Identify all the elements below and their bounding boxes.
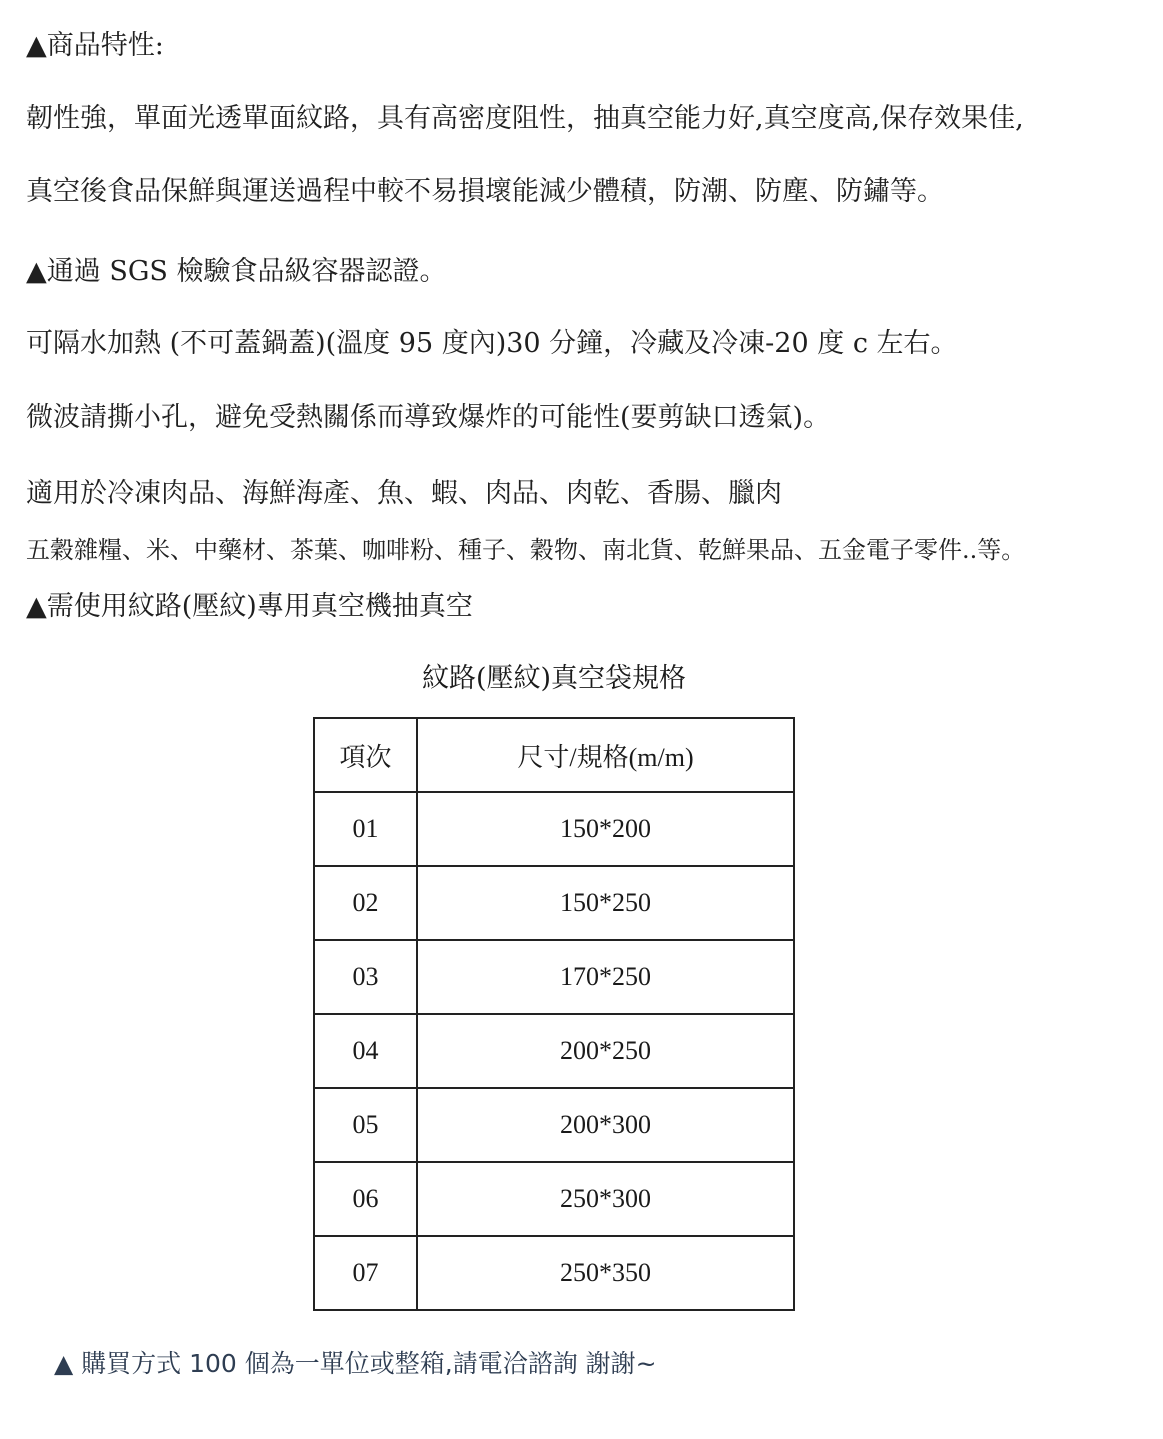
purchase-note: ▲ 購買方式 100 個為一單位或整箱,請電洽諮詢 謝謝~ bbox=[54, 1349, 657, 1378]
table-row bbox=[314, 1088, 794, 1162]
machine-note: ▲需使用紋路(壓紋)專用真空機抽真空 bbox=[26, 591, 473, 622]
microwave-note: 微波請撕小孔，避免受熱關係而導致爆炸的可能性(要剪缺口透氣)。 bbox=[26, 402, 831, 433]
item-number: 02 bbox=[314, 866, 417, 940]
item-number: 06 bbox=[314, 1162, 417, 1236]
usage-line-1: 適用於冷凍肉品、海鮮海產、魚、蝦、肉品、肉乾、香腸、臘肉 bbox=[26, 478, 782, 509]
features-line-2: 真空後食品保鮮與運送過程中較不易損壞能減少體積，防潮、防塵、防鏽等。 bbox=[26, 176, 944, 207]
item-number: 04 bbox=[314, 1014, 417, 1088]
spec-table bbox=[313, 717, 795, 1311]
features-heading: ▲商品特性: bbox=[26, 30, 164, 61]
size-value: 200*300 bbox=[417, 1088, 794, 1162]
heating-note: 可隔水加熱 (不可蓋鍋蓋)(溫度 95 度內)30 分鐘，冷藏及冷凍-20 度 c 左右。 bbox=[26, 328, 958, 359]
table-row bbox=[314, 940, 794, 1014]
table-row bbox=[314, 1236, 794, 1310]
item-number: 01 bbox=[314, 792, 417, 866]
size-value: 150*250 bbox=[417, 866, 794, 940]
spec-table-header bbox=[314, 718, 794, 792]
size-value: 200*250 bbox=[417, 1014, 794, 1088]
size-value: 250*350 bbox=[417, 1236, 794, 1310]
table-row bbox=[314, 792, 794, 866]
size-value: 150*200 bbox=[417, 792, 794, 866]
certification-note: ▲通過 SGS 檢驗食品級容器認證。 bbox=[26, 256, 447, 287]
size-value: 170*250 bbox=[417, 940, 794, 1014]
size-value: 250*300 bbox=[417, 1162, 794, 1236]
spec-table-title: 紋路(壓紋)真空袋規格 bbox=[421, 663, 687, 694]
table-row bbox=[314, 1014, 794, 1088]
header-item: 項次 bbox=[314, 718, 417, 792]
header-size: 尺寸/規格(m/m) bbox=[417, 718, 794, 792]
item-number: 03 bbox=[314, 940, 417, 1014]
item-number: 05 bbox=[314, 1088, 417, 1162]
usage-line-2: 五穀雜糧、米、中藥材、茶葉、咖啡粉、種子、穀物、南北貨、乾鮮果品、五金電子零件..等。 bbox=[26, 536, 1026, 564]
table-row bbox=[314, 1162, 794, 1236]
item-number: 07 bbox=[314, 1236, 417, 1310]
features-line-1: 韌性強，單面光透單面紋路，具有高密度阻性，抽真空能力好,真空度高,保存效果佳, bbox=[26, 103, 1024, 134]
table-row bbox=[314, 866, 794, 940]
